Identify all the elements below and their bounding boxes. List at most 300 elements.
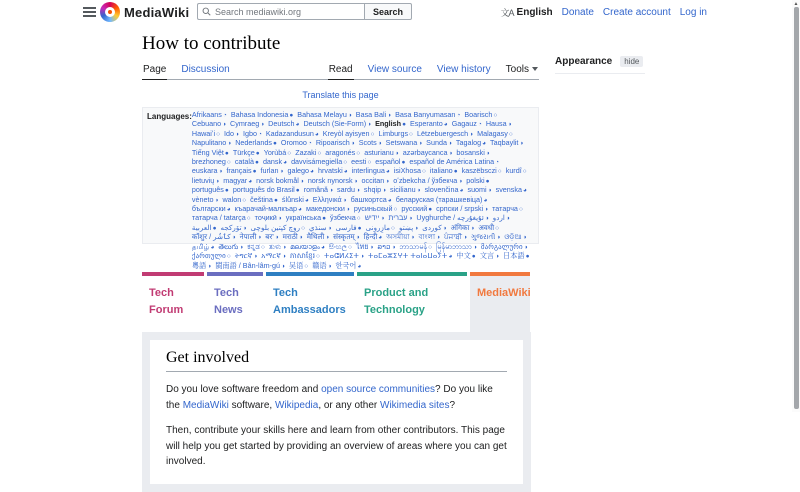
translation-status-icon: ◑: [282, 243, 287, 251]
translation-status-icon: ◕: [482, 140, 487, 148]
translation-status-icon: ◕: [226, 206, 231, 214]
language-link[interactable]: aragonés○: [325, 147, 361, 157]
translation-status-icon: ◑: [329, 187, 333, 195]
language-link[interactable]: татарча○: [492, 204, 523, 214]
language-link[interactable]: українська●: [285, 213, 327, 223]
language-link[interactable]: Kreyòl ayisyen○: [322, 128, 375, 138]
translation-status-icon: ○: [348, 243, 352, 251]
language-link[interactable]: ⵜⴰⵎⴰⵣⵉⵖⵜ ⵜⴰⵏⴰⵡⴰⵢⵜ◕: [368, 251, 453, 261]
language-link[interactable]: Cebuano◑: [191, 119, 227, 129]
translation-status-icon: ●: [212, 224, 217, 232]
scroll-up-arrow-icon[interactable]: ▲: [793, 1, 799, 7]
translation-status-icon: ○: [317, 149, 322, 157]
translation-status-icon: ◑: [382, 187, 387, 195]
translation-status-icon: ○: [343, 159, 348, 167]
translation-status-icon: ○: [316, 253, 320, 261]
translation-status-icon: ○: [287, 149, 292, 157]
main-menu-icon[interactable]: [83, 7, 96, 17]
translation-status-icon: ◑: [472, 243, 477, 251]
translation-status-icon: ◑: [242, 224, 247, 232]
language-link[interactable]: azərbaycanca◑: [402, 147, 453, 157]
language-link[interactable]: नेपाली◑: [239, 232, 262, 242]
language-icon: 文A: [500, 8, 514, 18]
language-link[interactable]: 吴语○: [288, 260, 309, 270]
translation-status-icon: ◑: [418, 140, 423, 148]
site-brand[interactable]: MediaWiki: [124, 5, 190, 20]
translation-status-icon: ●: [322, 215, 327, 223]
language-link[interactable]: Uyghurche / ئۇيغۇرچە◑: [416, 213, 489, 223]
language-link[interactable]: ଓଡ଼ିଆ◑: [504, 232, 527, 242]
translation-status-icon: ◕: [522, 187, 527, 195]
language-link[interactable]: Boarisch○: [464, 110, 498, 119]
language-link[interactable]: español●: [375, 157, 406, 167]
language-link[interactable]: русский●: [401, 204, 433, 214]
language-link[interactable]: 한국어◕: [335, 260, 362, 270]
language-link[interactable]: ತುಳು◑: [268, 241, 287, 251]
translation-status-icon: ◕: [283, 159, 288, 167]
language-link[interactable]: 粵語◑: [191, 260, 212, 270]
language-link[interactable]: ລາວ◑: [377, 241, 396, 251]
translation-status-icon: ●: [273, 196, 278, 204]
translation-status-icon: ◑: [360, 253, 364, 261]
language-link[interactable]: Setswana◑: [385, 138, 423, 148]
language-link[interactable]: አማርኛ◑: [261, 251, 286, 261]
translation-status-icon: ○: [493, 112, 498, 119]
tab-view-history[interactable]: View history: [436, 64, 491, 75]
translation-status-icon: ◑: [505, 215, 510, 223]
language-link[interactable]: ไทย◑: [355, 241, 374, 251]
translation-status-icon: ◔: [477, 121, 482, 129]
language-link[interactable]: ślůnski◕: [281, 194, 309, 204]
tab-page[interactable]: Page: [142, 61, 167, 80]
language-link[interactable]: मराठी◑: [282, 232, 303, 242]
translation-status-icon: ◑: [231, 234, 236, 242]
portal-panel: [142, 332, 531, 492]
translation-status-icon: ◑: [442, 224, 447, 232]
language-link[interactable]: မြန်မာဘာသာ◑: [436, 241, 477, 251]
translation-status-icon: ◑: [367, 121, 372, 129]
language-link[interactable]: ဘာသာမန်○: [399, 241, 433, 251]
language-link[interactable]: occitan◑: [361, 175, 390, 185]
language-list: [191, 110, 534, 270]
translation-status-icon: ◑: [222, 121, 227, 129]
translation-status-icon: ◑: [353, 177, 358, 185]
translation-status-icon: ◕: [320, 243, 325, 251]
language-link[interactable]: hrvatski◕: [317, 166, 348, 176]
translation-status-icon: ○: [391, 224, 395, 232]
language-link[interactable]: اردو◑: [492, 213, 510, 223]
language-link[interactable]: čeština●: [250, 194, 278, 204]
language-link[interactable]: Kadazandusun◕: [265, 128, 319, 138]
language-link[interactable]: kurdî○: [505, 166, 527, 176]
language-link[interactable]: polski●: [466, 175, 490, 185]
language-link[interactable]: অসমীয়া◑: [386, 232, 415, 242]
translation-status-icon: ◑: [485, 149, 490, 157]
translation-status-icon: ◑: [496, 234, 501, 242]
donate-link[interactable]: Donate: [561, 7, 594, 18]
language-link[interactable]: eesti○: [351, 157, 372, 167]
language-link: English●: [375, 119, 406, 129]
language-link[interactable]: bosanski◑: [456, 147, 490, 157]
translation-status-icon: ◕: [387, 196, 392, 204]
language-link[interactable]: kaszëbsczi○: [461, 166, 502, 176]
scrollbar-thumb[interactable]: [794, 7, 799, 409]
language-link[interactable]: پښتو◑: [398, 222, 419, 232]
page-title: How to contribute: [142, 33, 281, 54]
language-link[interactable]: Tiếng Việt●: [191, 147, 229, 157]
translation-status-icon: ◑: [447, 140, 452, 148]
translation-status-icon: ○: [242, 196, 247, 204]
translation-status-icon: ◑: [299, 177, 304, 185]
translation-status-icon: ●: [525, 253, 530, 261]
translation-status-icon: ◑: [345, 206, 350, 214]
language-link[interactable]: Limburgs○: [378, 128, 413, 138]
language-link[interactable]: தமிழ்◕: [191, 241, 215, 251]
language-link[interactable]: oʻzbekcha / ўзбекча◑: [393, 175, 463, 185]
portal-tab-mediawiki[interactable]: [470, 272, 530, 332]
language-link[interactable]: isiXhosa○: [393, 166, 426, 176]
language-link[interactable]: తెలుగు◑: [218, 241, 244, 251]
appearance-hide-button[interactable]: hide: [620, 56, 643, 67]
language-link[interactable]: მარგალური◑: [480, 241, 528, 251]
language-link[interactable]: català●: [234, 157, 259, 167]
language-link[interactable]: Tagalog◕: [455, 138, 487, 148]
language-link[interactable]: ភាសាខ្មែរ○: [289, 251, 320, 261]
language-link[interactable]: संस्कृतम्◑: [333, 232, 360, 242]
language-link[interactable]: norsk nynorsk◑: [307, 175, 358, 185]
translation-status-icon: ●: [295, 187, 300, 195]
language-link[interactable]: Ελληνικά◑: [312, 194, 347, 204]
language-link[interactable]: فارسی●: [335, 222, 362, 232]
portal-tab-tech-news[interactable]: [207, 272, 263, 332]
translation-status-icon: ◑: [235, 130, 239, 138]
portal-tab-tech-ambassadors[interactable]: [266, 272, 354, 332]
translation-status-icon: ◑: [260, 121, 265, 129]
translation-status-icon: ◑: [214, 196, 219, 204]
language-link[interactable]: suomi◑: [467, 185, 492, 195]
translation-status-icon: ◑: [522, 234, 527, 242]
translation-status-icon: ○: [421, 168, 426, 176]
translation-status-icon: ○: [518, 206, 523, 214]
translation-status-icon: ●: [357, 224, 362, 232]
language-link[interactable]: Napulitano◑: [191, 138, 232, 148]
translation-status-icon: ●: [471, 253, 476, 261]
translation-status-icon: ◕: [343, 168, 348, 176]
language-link[interactable]: Ido◑: [224, 128, 239, 138]
language-link[interactable]: română◑: [303, 185, 333, 195]
portal-tab-label: MediaWiki: [477, 287, 531, 299]
translation-status-icon: ◑: [227, 140, 232, 148]
translate-this-page-link[interactable]: Translate this page: [302, 90, 379, 100]
translation-status-icon: ◑: [355, 234, 360, 242]
translation-status-icon: ○: [409, 130, 413, 138]
language-link[interactable]: Bahasa Indonesia●: [230, 110, 294, 119]
language-link[interactable]: Lëtzebuergesch◑: [416, 128, 474, 138]
portal-tab-label: Product and Technology: [364, 287, 429, 316]
portal-tab-tech-forum[interactable]: [142, 272, 204, 332]
language-link[interactable]: 文言◑: [479, 251, 500, 261]
language-link[interactable]: ⵜⴰⵛⵍⵃⵉⵜ◑: [323, 251, 364, 261]
content-area: [142, 33, 539, 492]
translation-status-icon: ◑: [469, 130, 474, 138]
translation-status-icon: ○: [428, 243, 433, 251]
language-link[interactable]: 閩南語 / Bân-lâm-gú◑: [215, 260, 285, 270]
tab-read[interactable]: Read: [328, 61, 354, 80]
language-link[interactable]: बर'◑: [265, 232, 279, 242]
translation-status-icon: ◑: [327, 262, 332, 270]
language-link[interactable]: македонски◑: [305, 204, 350, 214]
translation-status-icon: ◕: [210, 243, 215, 251]
translation-status-icon: ◑: [327, 224, 332, 232]
translation-status-icon: ◑: [218, 168, 223, 176]
translation-status-icon: ●: [401, 159, 406, 167]
translation-status-icon: ◑: [347, 112, 352, 119]
language-link[interactable]: ትግርኛ◑: [234, 251, 258, 261]
language-link[interactable]: norsk bokmål◑: [256, 175, 304, 185]
language-link[interactable]: Hawaiʻi○: [191, 128, 221, 138]
appearance-panel: [555, 56, 645, 74]
language-link[interactable]: español de América Latina◔: [409, 157, 500, 167]
language-link[interactable]: татарча / tatarça○: [191, 213, 251, 223]
language-selector[interactable]: 文A English: [500, 7, 553, 18]
language-link[interactable]: مازِرونی○: [365, 222, 395, 232]
language-link[interactable]: Deutsch◕: [268, 119, 300, 129]
language-link[interactable]: Türkçe●: [232, 147, 260, 157]
translation-status-icon: ◕: [357, 262, 362, 270]
intro-paragraph: Do you love software freedom and open source communities? Do you like the MediaWiki software, Wikipedia, or any other Wikimedia sites?: [166, 384, 493, 411]
language-link[interactable]: עברית◑: [388, 213, 413, 223]
portal-tab-product-and-technology[interactable]: [357, 272, 467, 332]
language-link[interactable]: Sunda◑: [426, 138, 452, 148]
language-link[interactable]: روچ کپتین بلوچی○: [250, 222, 305, 232]
translation-status-icon: ◑: [484, 206, 489, 214]
language-link[interactable]: العربية●: [191, 222, 217, 232]
language-link[interactable]: тоҷикӣ◑: [254, 213, 282, 223]
language-link[interactable]: Esperanto◕: [410, 119, 448, 129]
language-link[interactable]: sardu◑: [337, 185, 360, 195]
translation-status-icon: ◕: [385, 168, 390, 176]
translation-status-icon: ◑: [342, 196, 347, 204]
translation-status-icon: ●: [224, 149, 229, 157]
language-link[interactable]: magyar◕: [223, 175, 253, 185]
language-link[interactable]: vèneto◑: [191, 194, 219, 204]
inline-link[interactable]: Wikipedia: [274, 399, 319, 411]
language-link[interactable]: বাংলা◑: [418, 232, 441, 242]
translation-status-icon: ●: [272, 140, 277, 148]
language-link[interactable]: تۆرکجه◑: [220, 222, 247, 232]
language-link[interactable]: Yorùbá○: [263, 147, 292, 157]
language-link[interactable]: dansk◕: [262, 157, 288, 167]
translation-status-icon: ○: [356, 149, 361, 157]
translation-status-icon: ◑: [391, 243, 396, 251]
language-link[interactable]: svenska◕: [495, 185, 527, 195]
language-link[interactable]: Taqbaylit◑: [490, 138, 524, 148]
translation-status-icon: ◕: [248, 177, 253, 185]
translation-status-icon: ◑: [414, 224, 419, 232]
language-link[interactable]: Oromoo◔: [280, 138, 312, 148]
language-link[interactable]: français●: [226, 166, 257, 176]
language-link[interactable]: walon○: [222, 194, 247, 204]
languages-label: Languages:: [147, 112, 192, 121]
translation-status-icon: ◕: [304, 196, 309, 204]
language-link[interactable]: Basa Bali◑: [355, 110, 392, 119]
translation-status-icon: ○: [216, 130, 221, 138]
language-link[interactable]: башҡортса◕: [350, 194, 392, 204]
language-link[interactable]: سنڌي◑: [309, 222, 332, 232]
translation-status-icon: ◑: [519, 140, 524, 148]
translation-status-icon: ◔: [456, 112, 461, 119]
translation-status-icon: ◑: [495, 253, 500, 261]
language-link[interactable]: Cymraeg◑: [230, 119, 265, 129]
language-link[interactable]: Malagasy○: [477, 128, 513, 138]
language-link[interactable]: asturianu◑: [364, 147, 399, 157]
inline-link[interactable]: Wikimedia sites: [380, 399, 450, 411]
language-link[interactable]: furlan◑: [260, 166, 284, 176]
translation-status-icon: ◑: [523, 243, 528, 251]
language-link[interactable]: Deutsch (Sie-Form)◑: [303, 119, 372, 129]
language-link[interactable]: български◕: [191, 204, 231, 214]
language-link[interactable]: 日本語●: [503, 251, 530, 261]
language-link[interactable]: Ripoarisch◑: [315, 138, 355, 148]
language-link[interactable]: português do Brasil●: [232, 185, 300, 195]
search-input[interactable]: [215, 7, 360, 17]
translation-status-icon: ◕: [295, 121, 300, 129]
language-link[interactable]: italiano●: [429, 166, 458, 176]
language-link[interactable]: sicilianu◑: [390, 185, 421, 195]
language-link[interactable]: کوردی◑: [422, 222, 447, 232]
inline-link[interactable]: MediaWiki: [182, 399, 229, 411]
language-link[interactable]: Scots◑: [358, 138, 382, 148]
language-link[interactable]: беларуская (тарашкевіца)◕: [395, 194, 488, 204]
translation-status-icon: ◕: [298, 206, 302, 214]
language-link[interactable]: Gagauz◔: [451, 119, 482, 129]
search-bar: [197, 3, 412, 20]
translation-status-icon: ◑: [380, 215, 385, 223]
translation-status-icon: ◑: [350, 140, 355, 148]
translation-status-icon: ●: [402, 121, 406, 129]
translation-status-icon: ○: [508, 130, 513, 138]
translation-status-icon: ●: [252, 168, 257, 176]
translation-status-icon: ◑: [253, 253, 258, 261]
translation-status-icon: ◑: [416, 187, 421, 195]
language-link[interactable]: galego◕: [287, 166, 314, 176]
language-link[interactable]: slovenčina◕: [424, 185, 464, 195]
create-account-link[interactable]: Create account: [602, 7, 671, 18]
second-paragraph: Then, contribute your skills here and learn from other contributors. This page will help you get started by providing an overview of areas where you can get involved.: [166, 425, 507, 467]
translation-status-icon: ○: [495, 224, 500, 232]
language-link[interactable]: lietuvių◑: [191, 175, 220, 185]
translation-status-icon: ○: [367, 159, 372, 167]
language-link[interactable]: davvisámegiella○: [291, 157, 348, 167]
language-link[interactable]: ਪੰਜਾਬੀ◑: [444, 232, 468, 242]
portal-tab-label: Tech Forum: [149, 287, 184, 316]
language-link[interactable]: ગુજરાતી◑: [471, 232, 501, 242]
language-link[interactable]: interlingua◕: [351, 166, 390, 176]
translation-status-icon: ◔: [222, 112, 227, 119]
language-link[interactable]: српски / srpski◑: [436, 204, 489, 214]
language-link[interactable]: සිංහල○: [328, 241, 352, 251]
search-icon: [202, 7, 211, 16]
translation-status-icon: ○: [304, 262, 309, 270]
translation-status-icon: ●: [255, 159, 259, 167]
translation-status-icon: ●: [485, 177, 490, 185]
search-button[interactable]: Search: [364, 3, 412, 20]
translation-status-icon: ◔: [495, 159, 500, 167]
language-link[interactable]: कॉशुर / کٲشُر◑: [191, 232, 236, 242]
tab-tools[interactable]: Tools: [505, 61, 539, 79]
language-link[interactable]: Hausa◑: [485, 119, 512, 129]
language-link[interactable]: मैथिली◑: [306, 232, 330, 242]
mediawiki-logo-icon[interactable]: [100, 2, 120, 22]
portal-tab-label: Tech News: [214, 287, 243, 316]
language-link[interactable]: Igbo◔: [242, 128, 262, 138]
translation-status-icon: ◕: [310, 168, 314, 176]
tab-discussion[interactable]: Discussion: [181, 64, 230, 75]
language-link[interactable]: къарачай-малкъар◕: [234, 204, 302, 214]
language-link[interactable]: shqip◑: [363, 185, 387, 195]
translation-status-icon: ◑: [280, 262, 285, 270]
search-box[interactable]: [197, 3, 364, 20]
translation-status-icon: ○: [497, 168, 502, 176]
translation-status-icon: ○: [370, 130, 375, 138]
language-link[interactable]: 赣语◑: [312, 260, 332, 270]
language-link[interactable]: brezhoneg○: [191, 157, 231, 167]
language-link[interactable]: ייִדיש◑: [364, 213, 385, 223]
translation-status-icon: ◑: [408, 215, 413, 223]
language-link[interactable]: 中文●: [456, 251, 476, 261]
language-link[interactable]: ಕನ್ನಡ○: [247, 241, 265, 251]
vertical-scrollbar[interactable]: [792, 0, 800, 412]
translation-status-icon: ◑: [369, 243, 374, 251]
hub-portal: [142, 272, 531, 492]
log-in-link[interactable]: Log in: [679, 7, 707, 18]
translation-status-icon: ◑: [279, 168, 284, 176]
translation-status-icon: ○: [226, 253, 231, 261]
inline-link[interactable]: open source communities: [321, 384, 436, 395]
language-link[interactable]: अवधी○: [478, 222, 500, 232]
language-link[interactable]: Nederlands●: [235, 138, 277, 148]
portal-tab-label: Tech Ambassadors: [273, 287, 346, 316]
translation-status-icon: ●: [255, 149, 260, 157]
language-link[interactable]: português●: [191, 185, 229, 195]
language-link[interactable]: Zazaki○: [295, 147, 322, 157]
translation-status-icon: ◑: [355, 187, 360, 195]
language-link[interactable]: हिन्दी◕: [363, 232, 383, 242]
translation-status-icon: ◑: [484, 215, 489, 223]
translation-status-icon: ◑: [239, 243, 244, 251]
translation-status-icon: ◑: [207, 262, 212, 270]
language-link[interactable]: ქართული○: [191, 251, 231, 261]
language-link[interactable]: മലയാളം◕: [290, 241, 325, 251]
translation-status-icon: ○: [260, 243, 265, 251]
translation-status-icon: ◑: [281, 253, 286, 261]
language-link[interactable]: Basa Banyumasan◔: [395, 110, 461, 119]
language-link[interactable]: ўзбекча○: [330, 213, 361, 223]
language-link[interactable]: Bahasa Melayu◑: [297, 110, 352, 119]
language-link[interactable]: Afrikaans◔: [191, 110, 227, 119]
translation-status-icon: ◔: [307, 140, 312, 148]
language-link[interactable]: euskara◑: [191, 166, 223, 176]
tab-view-source[interactable]: View source: [367, 64, 422, 75]
language-link[interactable]: अंगिका◑: [450, 222, 475, 232]
translation-status-icon: ◕: [448, 253, 453, 261]
language-link[interactable]: русиньскый○: [353, 204, 398, 214]
translation-status-icon: ◑: [325, 234, 330, 242]
languages-box: [142, 107, 539, 270]
translation-status-icon: ◑: [377, 140, 382, 148]
translation-status-icon: ◔: [257, 130, 262, 138]
translation-status-icon: ◑: [257, 234, 262, 242]
